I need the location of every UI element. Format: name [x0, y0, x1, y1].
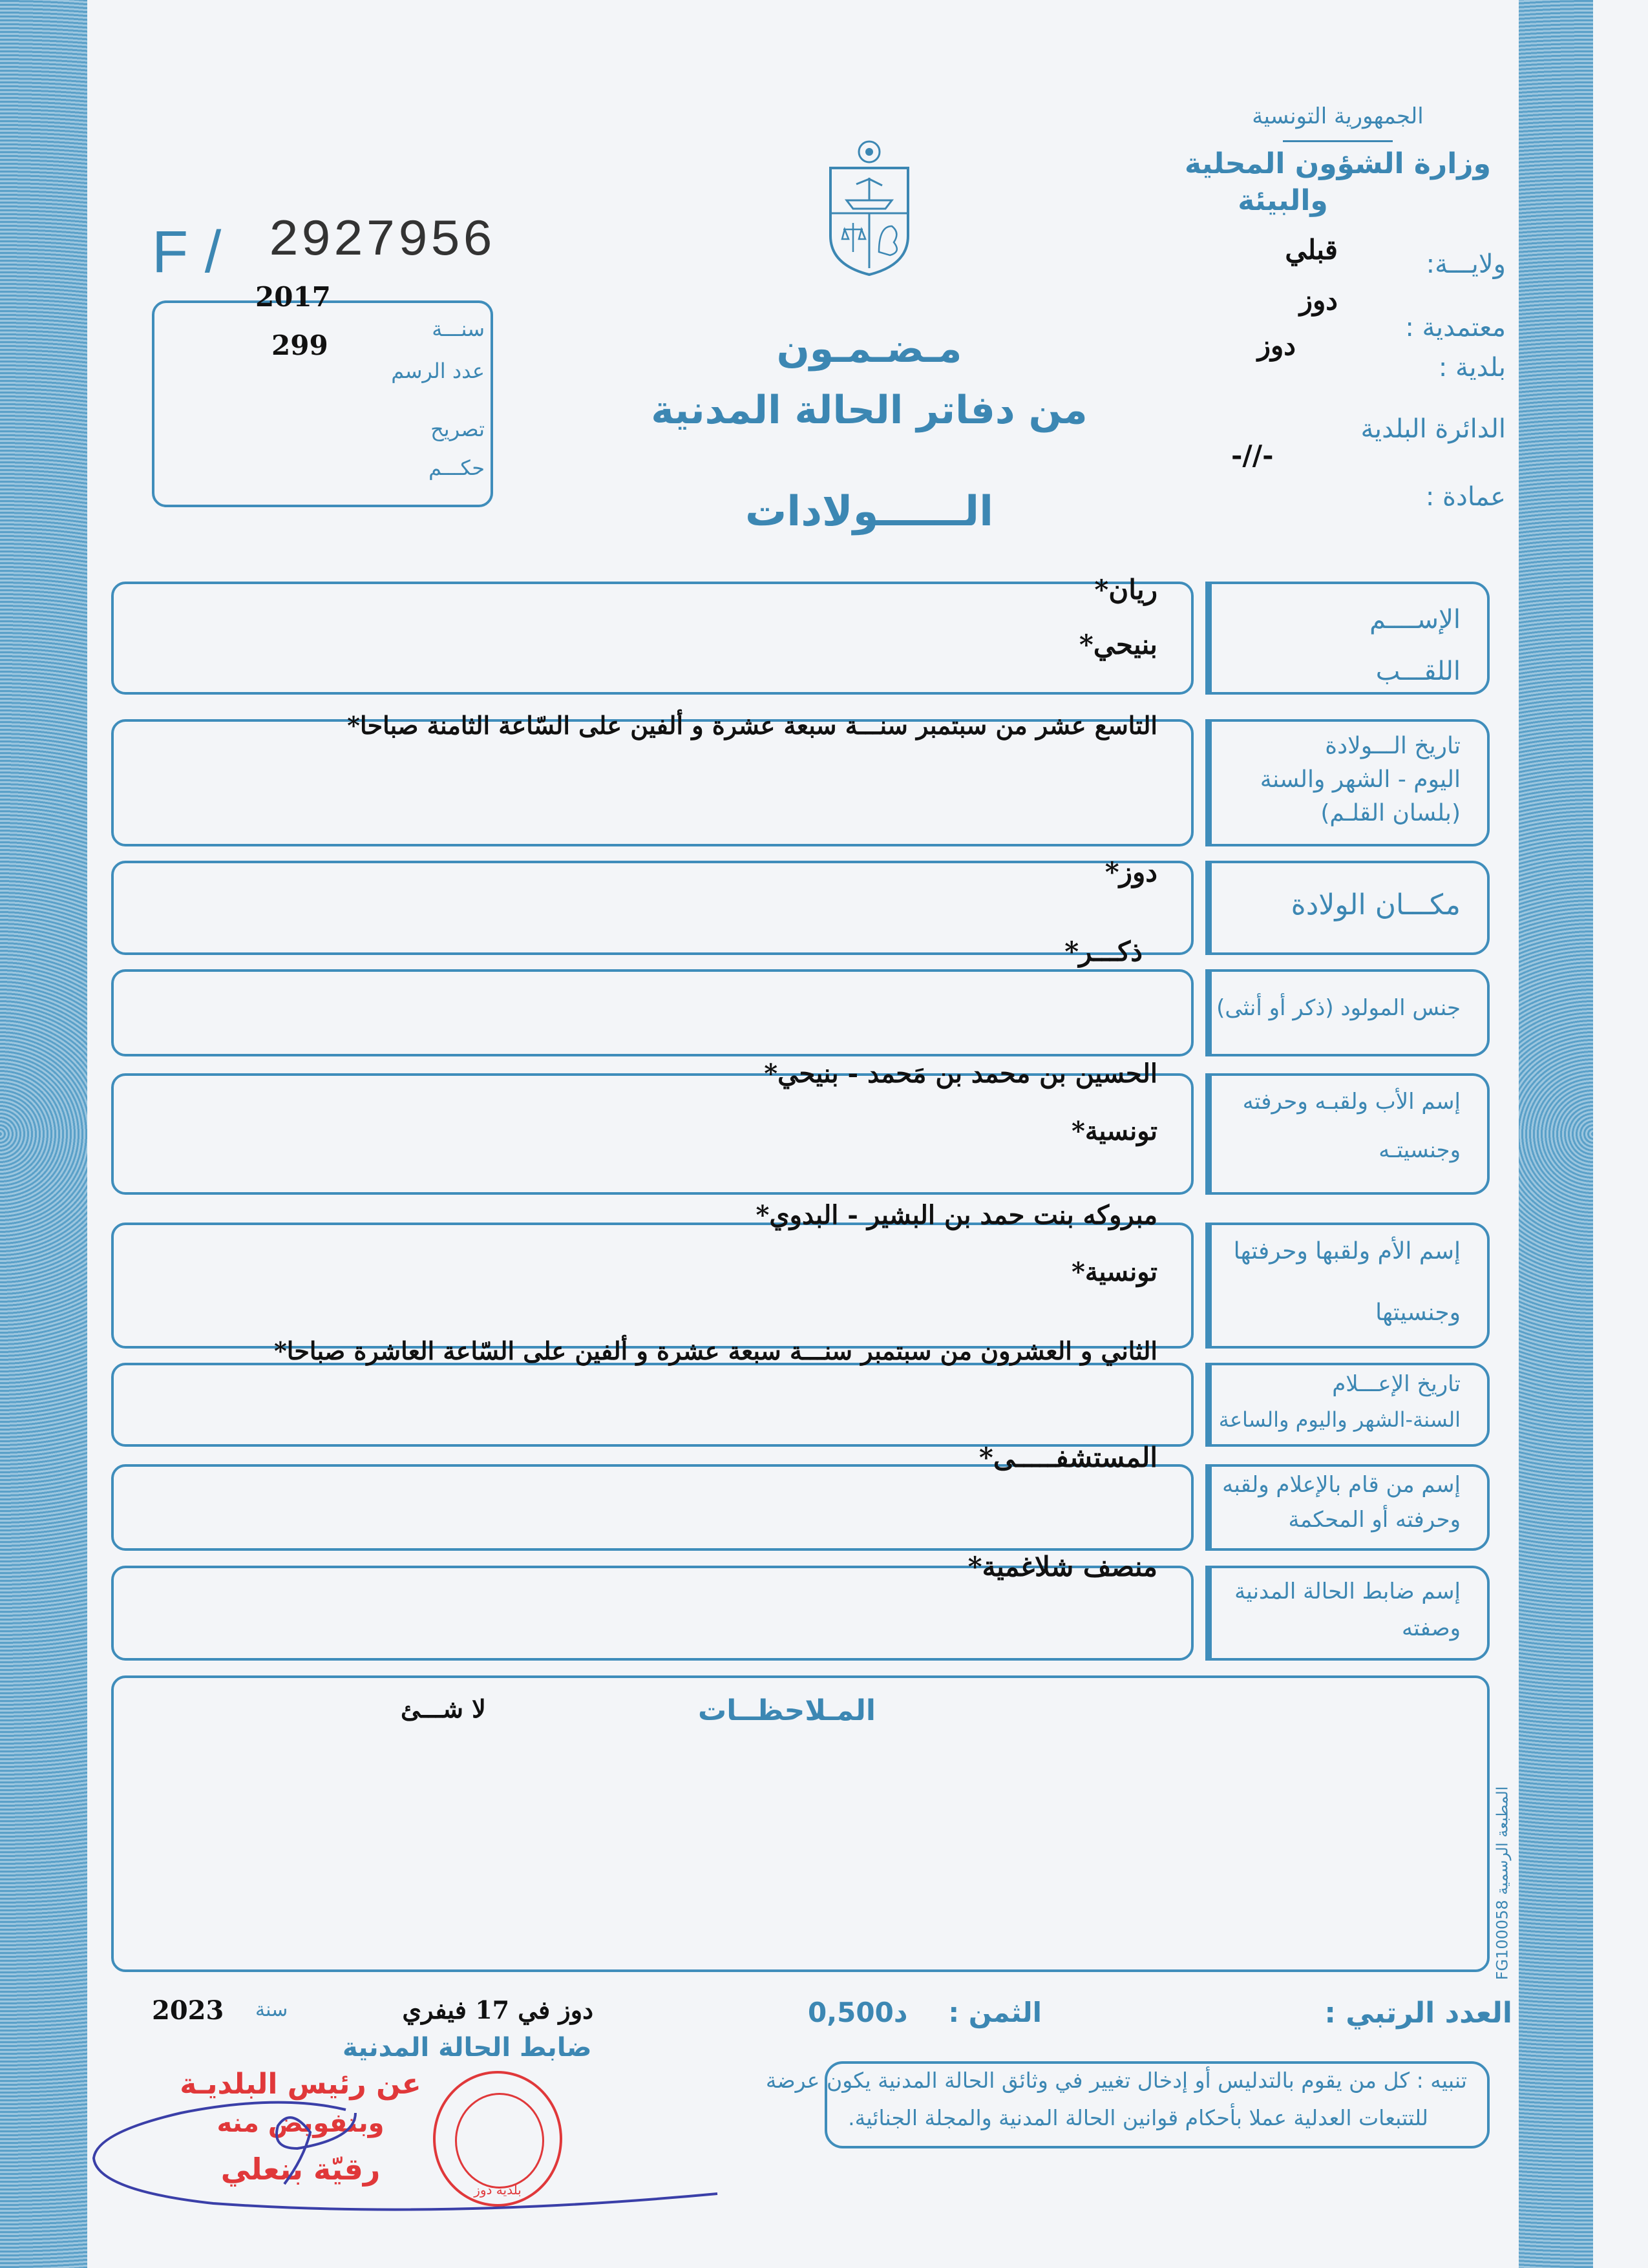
serial-number: 2927956 [268, 212, 495, 271]
price-value: 0,500د [808, 1997, 908, 2028]
label-officer: إسم ضابط الحالة المدنية [1234, 1579, 1461, 1604]
footer-year-value: 2023 [152, 1995, 224, 2026]
district-value: -//- [1231, 439, 1274, 471]
label-mother: إسم الأم ولقبها وحرفتها [1233, 1238, 1461, 1265]
remarks-value: لا شـــئ [401, 1694, 486, 1723]
label-sex: جنس المولود (ذكر أو أنثى) [1216, 995, 1461, 1021]
imada-label: عمادة : [1425, 482, 1506, 512]
header-divider [1283, 140, 1393, 142]
record-year-label: سنـــة [432, 317, 485, 341]
label-mother-sub: وجنسيتها [1375, 1299, 1461, 1326]
remarks-label: المـلاحظــات [698, 1694, 876, 1727]
label-birth-date-sub: اليوم - الشهر والسنة [1260, 766, 1461, 793]
coat-of-arms-icon [818, 139, 921, 278]
notice-line-2: للتتبعات العدلية عملا بأحكام قوانين الحالة المدنية والمجلة الجنائية. [848, 2105, 1428, 2130]
title-extract: مـضـمـون [776, 326, 962, 372]
governorate-label: ولايـــة: [1426, 249, 1506, 279]
stamp-line-2: وبتفويض منه [217, 2108, 385, 2138]
content-box-declaration-date [111, 1363, 1194, 1447]
content-box-father [111, 1073, 1194, 1195]
country-name: الجمهورية التونسية [1252, 103, 1424, 129]
notice-line-1: تنبيه : كل من يقوم بالتدليس أو إدخال تغيير في وثائق الحالة المدنية يكون عرضة [765, 2068, 1467, 2093]
content-box-mother [111, 1223, 1194, 1349]
title-registers: من دفاتر الحالة المدنية [651, 388, 1088, 433]
label-father-sub: وجنسيتـه [1379, 1137, 1461, 1163]
guilloche-border-right [1519, 0, 1593, 2268]
label-declarant: إسم من قام بالإعلام ولقبه [1222, 1472, 1461, 1498]
price-label: الثمن : [948, 1997, 1042, 2028]
stamp-line-3: رقيّة بنعلي [220, 2152, 381, 2187]
record-year-value: 2017 [255, 281, 331, 313]
label-first-name: الإســــم [1369, 605, 1461, 635]
record-number-value: 299 [271, 330, 328, 361]
content-box-birth-place [111, 861, 1194, 955]
content-box-name [111, 582, 1194, 695]
municipality-value: دوز [1257, 330, 1296, 361]
declarant-value: المستشفـــــى* [978, 1442, 1157, 1473]
district-label: الدائرة البلدية [1360, 414, 1506, 444]
delegation-value: دوز [1299, 284, 1338, 316]
mother-nationality: تونسية* [1071, 1257, 1157, 1287]
label-surname: اللقـــب [1375, 656, 1461, 686]
label-father: إسم الأب ولقبـه وحرفته [1242, 1089, 1461, 1115]
printer-mark: المطبعة الرسمية FG100058 [1493, 1786, 1512, 1980]
serial-prefix: F / [152, 219, 222, 285]
label-officer-sub: وصفته [1402, 1615, 1461, 1641]
father-value: الحسين بن محمد بن مَحمد - بنيحي* [764, 1058, 1157, 1089]
child-surname: بنيحي* [1079, 629, 1157, 660]
label-birth-date-note: (بلسان القلـم) [1320, 800, 1461, 826]
ministry-name: وزارة الشؤون المحلية [1185, 147, 1491, 180]
birth-place-value: دوز* [1104, 856, 1157, 888]
content-box-declarant [111, 1464, 1194, 1551]
serial-order-label: العدد الرتبي : [1324, 1997, 1512, 2030]
officer-value: منصف شلاغمية* [967, 1551, 1157, 1582]
place-date-value: دوز في 17 فيفري [402, 1995, 593, 2024]
mother-value: مبروكه بنت حمد بن البشير - البدوي* [755, 1200, 1157, 1230]
declaration-date-value: الثاني و العشرون من سبتمبر سنـــة سبعة عشرة و ألفين على السّاعة العاشرة صباحا* [273, 1336, 1157, 1365]
child-first-name: ريان* [1094, 574, 1157, 605]
officer-signature-label: ضابط الحالة المدنية [343, 2033, 592, 2063]
delegation-label: معتمدية : [1405, 313, 1506, 342]
stamp-line-1: عن رئيس البلديـة [180, 2068, 421, 2101]
birth-date-value: التاسع عشر من سبتمبر سنـــة سبعة عشرة و ألفين على السّاعة الثامنة صباحا* [347, 711, 1157, 740]
label-declaration-date: تاريخ الإعـــلام [1332, 1371, 1461, 1397]
label-declaration-date-sub: السنة-الشهر واليوم والساعة [1218, 1407, 1461, 1432]
label-birth-place: مكـــان الولادة [1291, 888, 1461, 921]
governorate-value: قبلي [1285, 234, 1338, 266]
father-nationality: تونسية* [1071, 1116, 1157, 1146]
record-number-label: عدد الرسم [391, 359, 485, 383]
content-box-sex [111, 969, 1194, 1056]
declaration-label: تصريح [430, 417, 485, 441]
title-births: الــــــولادات [745, 488, 994, 536]
handwritten-signature [84, 2087, 730, 2216]
municipality-label: بلدية : [1438, 353, 1506, 383]
guilloche-border-left [0, 0, 87, 2268]
label-birth-date: تاريخ الـــولادة [1325, 733, 1461, 759]
ministry-name-line2: والبيئة [1238, 184, 1328, 217]
footer-year-label: سنة [255, 1999, 288, 2021]
seal-text: بلدية دوز [474, 2182, 522, 2198]
sex-value: ذكـــر* [1064, 936, 1143, 967]
judgment-label: حكـــم [428, 456, 485, 480]
label-declarant-sub: وحرفته أو المحكمة [1288, 1507, 1461, 1533]
